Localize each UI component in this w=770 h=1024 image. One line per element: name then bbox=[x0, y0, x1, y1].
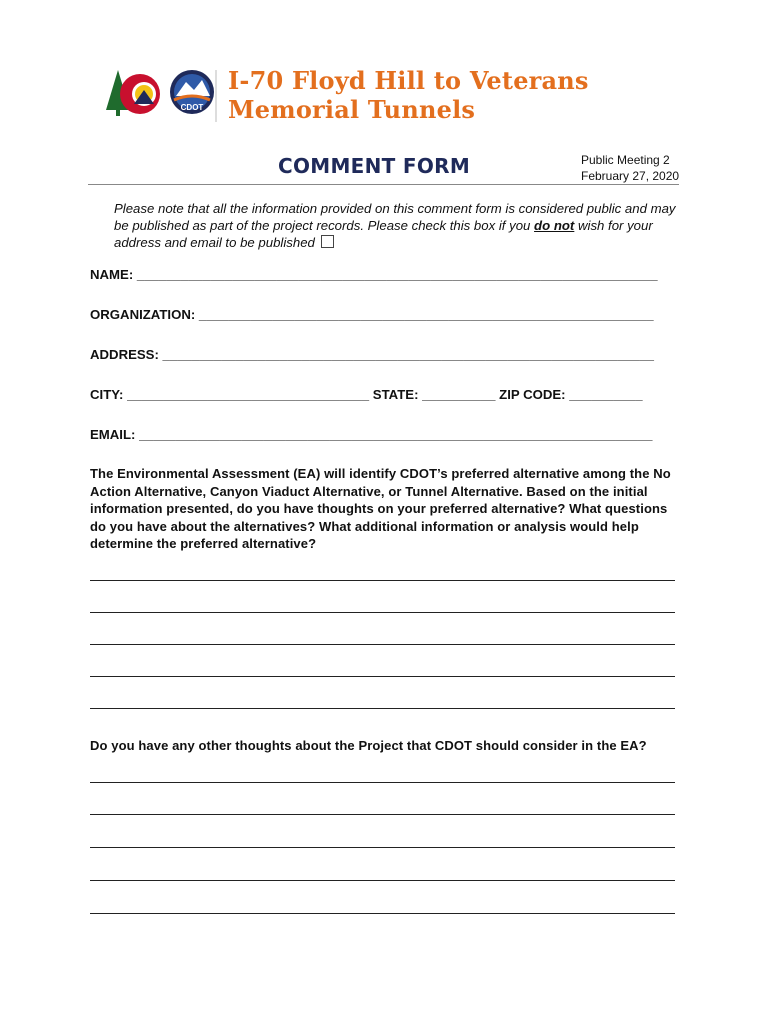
meeting-info bbox=[581, 152, 679, 184]
organization-field[interactable]: ORGANIZATION: ______________________________________________________________ bbox=[90, 307, 654, 322]
question-2: Do you have any other thoughts about the Project that CDOT should consider in the EA? bbox=[90, 738, 647, 753]
name-field[interactable]: NAME: _______________________________________________________________________ bbox=[90, 267, 658, 282]
privacy-opt-out-checkbox[interactable] bbox=[321, 235, 334, 248]
address-field[interactable]: ADDRESS: ___________________________________________________________________ bbox=[90, 347, 654, 362]
cdot-colorado-logo-icon bbox=[104, 66, 220, 126]
form-title: COMMENT FORM bbox=[278, 154, 471, 178]
privacy-notice bbox=[114, 200, 686, 251]
q2-answer-line[interactable] bbox=[90, 782, 675, 783]
q1-answer-line[interactable] bbox=[90, 612, 675, 613]
q1-answer-line[interactable] bbox=[90, 644, 675, 645]
q1-answer-line[interactable] bbox=[90, 708, 675, 709]
project-title bbox=[228, 66, 628, 124]
city-state-zip-field[interactable]: CITY: _________________________________ STATE: __________ ZIP CODE: __________ bbox=[90, 387, 643, 402]
q2-answer-line[interactable] bbox=[90, 913, 675, 914]
q2-answer-line[interactable] bbox=[90, 814, 675, 815]
notice-emphasis: do not bbox=[534, 218, 575, 233]
q2-answer-line[interactable] bbox=[90, 847, 675, 848]
meeting-date: February 27, 2020 bbox=[581, 169, 680, 183]
q1-answer-line[interactable] bbox=[90, 580, 675, 581]
q2-answer-line[interactable] bbox=[90, 880, 675, 881]
notice-text-2: wish for your address and email to be published bbox=[114, 218, 653, 250]
header-divider bbox=[88, 184, 679, 185]
project-title-line1: I-70 Floyd Hill to Veterans bbox=[228, 66, 589, 95]
cdot-logo bbox=[104, 66, 220, 126]
email-field[interactable]: EMAIL: ______________________________________________________________________ bbox=[90, 427, 653, 442]
cdot-logo-text: CDOT bbox=[180, 103, 204, 112]
question-1: The Environmental Assessment (EA) will identify CDOT’s preferred alternative among the No Action Alternative, Canyon Viaduct Alternative, or Tunnel Alternative. Based on the initial information presented, do you have thoughts on your preferred alternative? What questions do you have about the alternatives? What additional information or analysis would help determine the preferred alternative? bbox=[90, 466, 671, 552]
meeting-name: Public Meeting 2 bbox=[581, 153, 670, 167]
project-title-line2: Memorial Tunnels bbox=[228, 95, 476, 124]
q1-answer-line[interactable] bbox=[90, 676, 675, 677]
notice-text-1: Please note that all the information provided on this comment form is considered public and may be published as part of the project records. Please check this box if you bbox=[114, 201, 676, 233]
